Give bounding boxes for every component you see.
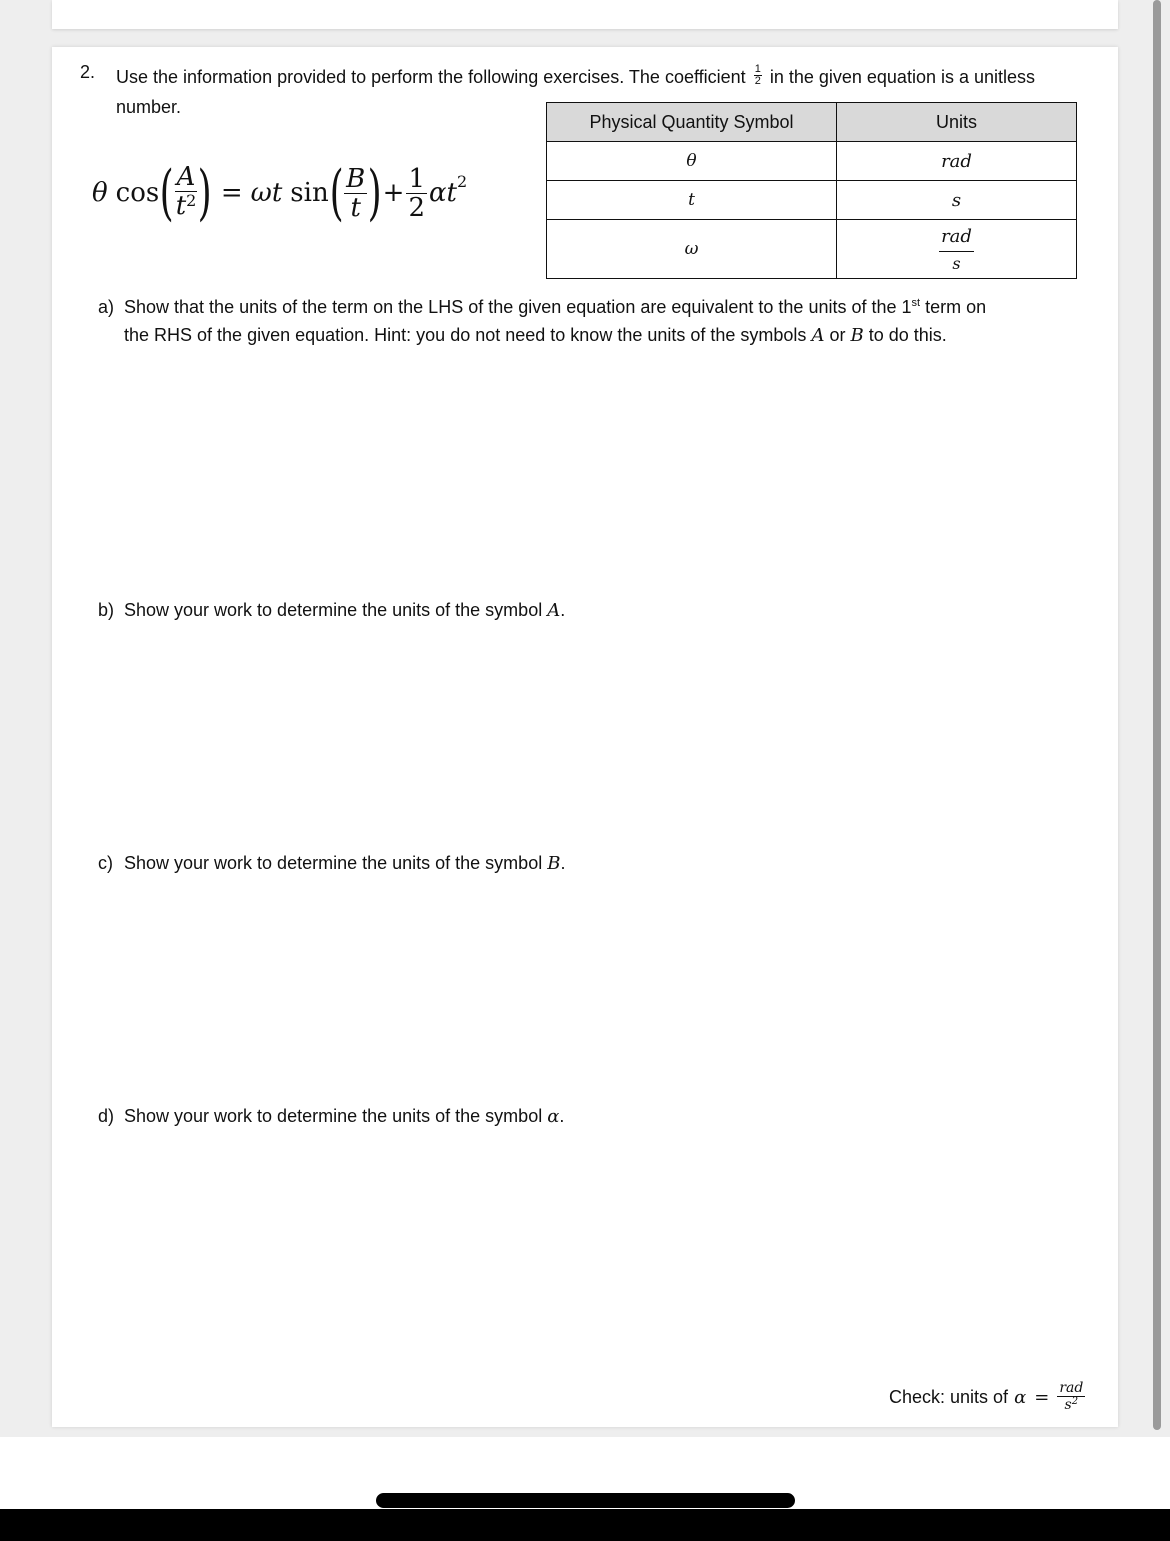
eq-alpha-t: αt — [429, 178, 458, 208]
part-a — [98, 295, 1078, 348]
previous-page-edge — [52, 0, 1118, 29]
check-numerator: rad — [1059, 1380, 1084, 1396]
part-c-text: Show your work to determine the units of the symbol — [124, 853, 543, 873]
part-d-symbol: α — [547, 1106, 560, 1127]
eq-plus: + — [382, 178, 405, 208]
part-d — [98, 1104, 564, 1129]
part-a-symbol-A: A — [811, 325, 825, 346]
eq-t2-exp: 2 — [186, 191, 197, 210]
check-symbol: α — [1014, 1387, 1027, 1408]
check-den-base: s — [1064, 1397, 1072, 1413]
eq-t2-base: t — [175, 191, 187, 221]
part-a-line1: Show that the units of the term on the LHS of the given equation are equivalent to the units of the 1 — [124, 297, 912, 317]
eq-alpha-exp: 2 — [457, 171, 468, 191]
unit-denominator: s — [952, 253, 961, 273]
part-b — [98, 598, 565, 623]
eq-cos: cos — [115, 178, 160, 208]
symbol-cell: θ — [547, 142, 837, 181]
eq-equals: = — [220, 178, 243, 208]
eq-a-over-t2 — [175, 163, 198, 223]
part-a-or: or — [829, 325, 846, 345]
home-indicator[interactable] — [376, 1493, 795, 1508]
eq-half-den: 2 — [408, 192, 425, 223]
part-d-label: d) — [98, 1106, 115, 1126]
eq-half-num: 1 — [408, 163, 425, 194]
eq-left-paren: ( — [159, 158, 174, 228]
units-table — [546, 102, 1077, 279]
unit-fraction — [939, 226, 974, 273]
eq-t: t — [350, 192, 361, 223]
part-d-text: Show your work to determine the units of the symbol — [124, 1106, 543, 1126]
coefficient-denominator: 2 — [754, 74, 761, 87]
eq-b-over-t — [344, 165, 367, 222]
eq-omega-t: ωt — [250, 178, 283, 208]
part-c — [98, 851, 565, 876]
unit-cell: rad — [837, 142, 1077, 181]
scrollbar[interactable] — [1153, 0, 1161, 1430]
eq-right-paren: ) — [198, 158, 213, 228]
eq-left-paren-2: ( — [329, 158, 344, 228]
question-number: 2. — [80, 62, 96, 82]
eq-theta: θ — [92, 178, 108, 208]
part-a-line2-end: to do this. — [868, 325, 947, 345]
part-c-label: c) — [98, 853, 113, 873]
header-units: Units — [837, 103, 1077, 142]
prompt-text-before: Use the information provided to perform the following exercises. The coefficient — [116, 67, 746, 87]
unit-cell — [837, 220, 1077, 279]
part-c-period: . — [560, 853, 566, 873]
unit-cell: s — [837, 181, 1077, 220]
part-a-symbol-B: B — [850, 325, 864, 346]
part-b-symbol: A — [547, 600, 561, 621]
part-b-text: Show your work to determine the units of the symbol — [124, 600, 543, 620]
check-den-exp: 2 — [1071, 1396, 1079, 1407]
eq-B: B — [346, 163, 366, 194]
table-row — [547, 142, 1077, 181]
table-row — [547, 181, 1077, 220]
symbol-cell: t — [547, 181, 837, 220]
part-b-label: b) — [98, 600, 115, 620]
bottom-bar — [0, 1509, 1170, 1541]
check-fraction — [1057, 1380, 1085, 1415]
coefficient-fraction — [754, 64, 762, 87]
check-label: Check: units of — [889, 1387, 1009, 1407]
part-d-period: . — [559, 1106, 565, 1126]
part-a-line1-end: term on — [920, 297, 987, 317]
unit-numerator: rad — [939, 226, 974, 252]
table-header-row — [547, 103, 1077, 142]
table-row — [547, 220, 1077, 279]
part-a-label: a) — [98, 297, 115, 317]
coefficient-numerator: 1 — [754, 62, 761, 75]
given-equation — [92, 148, 532, 238]
part-a-line2: the RHS of the given equation. Hint: you do not need to know the units of the symbols — [124, 325, 807, 345]
part-b-period: . — [560, 600, 566, 620]
part-c-symbol: B — [547, 853, 561, 874]
eq-right-paren-2: ) — [367, 158, 382, 228]
part-a-sup: st — [911, 297, 921, 309]
prompt-text-after: in the given equation is a unitless number. — [116, 67, 1036, 117]
header-symbol: Physical Quantity Symbol — [547, 103, 837, 142]
symbol-cell: ω — [547, 220, 837, 279]
check-answer — [889, 1380, 1085, 1415]
eq-half — [406, 165, 427, 222]
check-equals: = — [1034, 1387, 1050, 1408]
eq-A: A — [176, 162, 196, 192]
eq-sin: sin — [290, 178, 329, 208]
